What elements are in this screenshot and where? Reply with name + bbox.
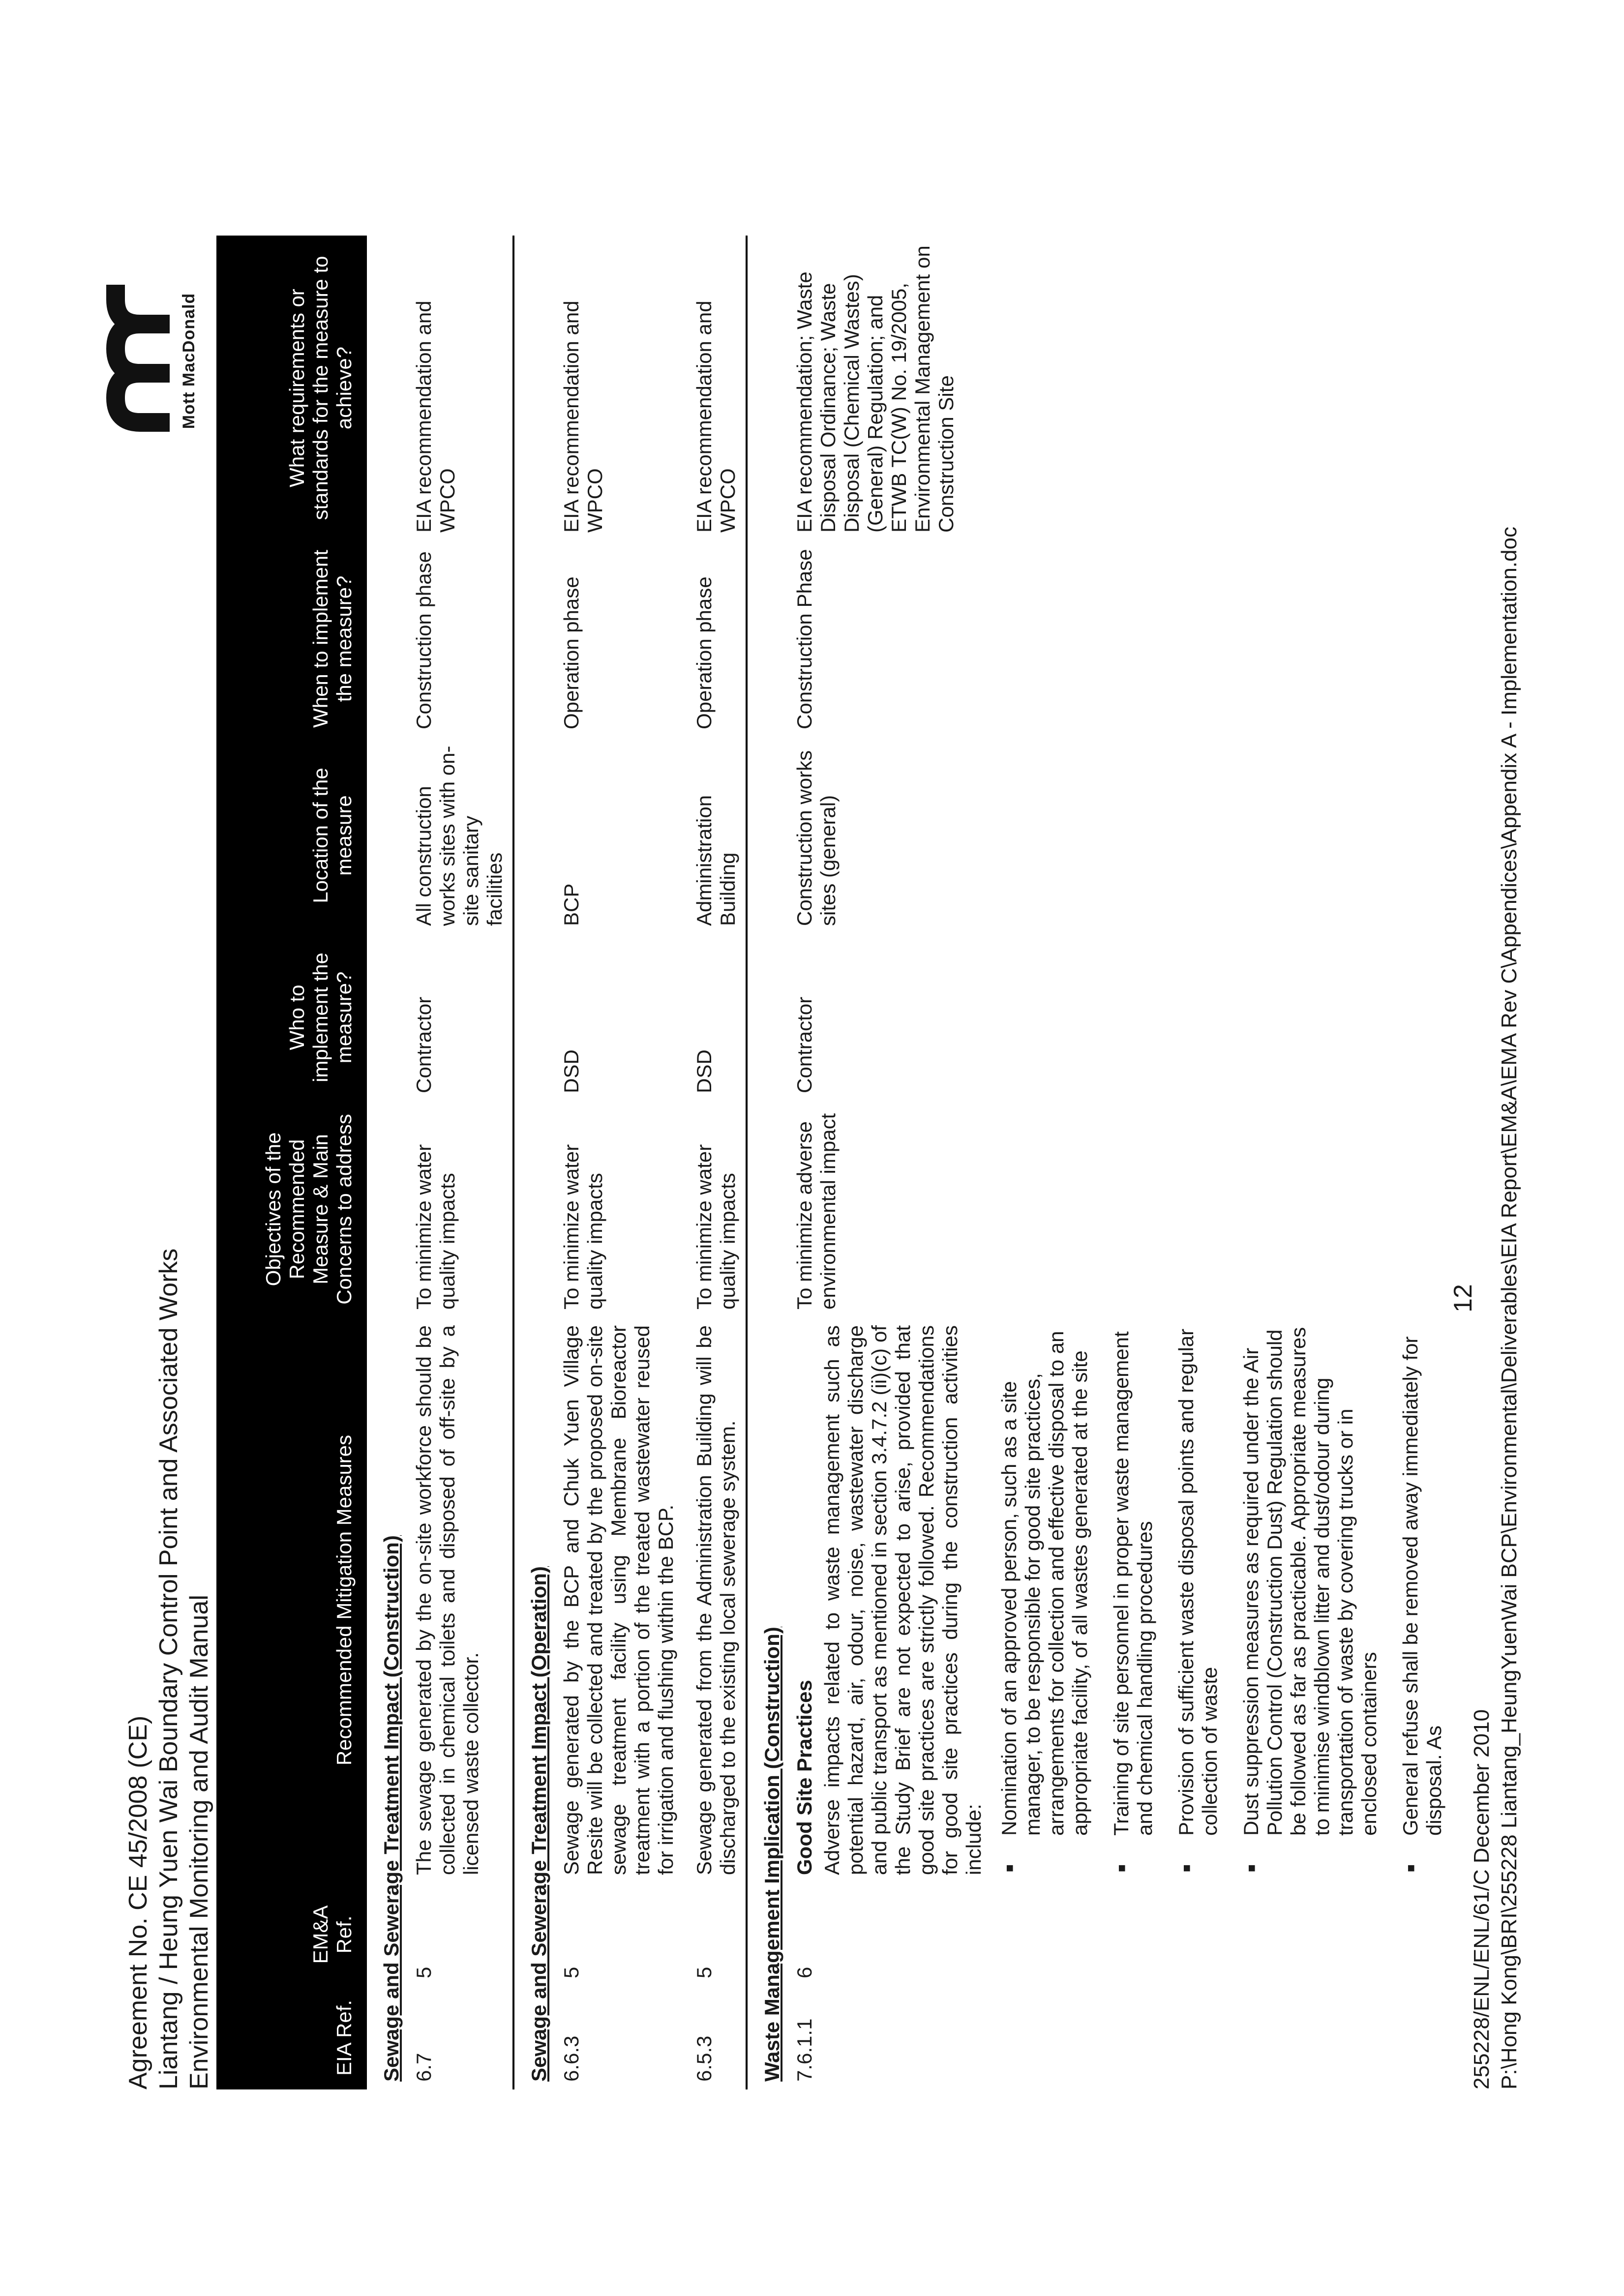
document-footer bbox=[1468, 527, 1523, 2089]
table-header-row bbox=[216, 236, 367, 2089]
document-header bbox=[123, 1249, 214, 2089]
col-mitigation-measures: Recommended Mitigation Measures bbox=[216, 1317, 367, 1883]
measure-cell: Sewage generated by the BCP and Chuk Yuen Village Resite will be collected and treated by the proposed on-site sewage treatment facility using Membrane Bioreactor treatment with a portion of the treated wastewater reused for irrigation and flushing within the BCP. bbox=[560, 1325, 677, 1875]
requirements-cell: EIA recommendation and WPCO bbox=[692, 300, 739, 533]
mott-macdonald-logo-icon bbox=[106, 280, 175, 442]
col-when: When to implement the measure? bbox=[216, 540, 367, 737]
measure-cell: Sewage generated from the Administration Building will be discharged to the existing local sewerage system. bbox=[692, 1325, 739, 1875]
col-objectives: Objectives of the Recommended Measure & Main Concerns to address bbox=[216, 1101, 367, 1317]
when-cell: Construction phase bbox=[412, 551, 435, 729]
list-item: ■ General refuse shall be removed away immediately for disposal. As bbox=[1399, 1325, 1446, 1875]
requirements-cell: EIA recommendation and WPCO bbox=[412, 300, 459, 533]
objective-cell: To minimize water quality impacts bbox=[412, 1144, 459, 1310]
implementation-schedule-table bbox=[216, 236, 1470, 2089]
measure-text: Adverse impacts related to waste management such as potential hazard, air, odour, noise, wastewater discharge and public transport as mentioned in section 3.4.7.2 (ii)(c) of the Study Brief are not expected to arise, provided that good site practices are strictly followed. Recommendations for good site practices during the construction activities include: bbox=[820, 1325, 985, 1875]
document-reference: 255228/ENL/ENL/61/C December 2010 bbox=[1470, 1709, 1494, 2089]
when-cell: Construction Phase bbox=[793, 549, 816, 729]
section-title: Sewage and Sewerage Treatment Impact (Construction) bbox=[380, 1535, 403, 2082]
mott-macdonald-logo bbox=[106, 280, 204, 442]
table-row bbox=[684, 236, 747, 2089]
location-cell: BCP bbox=[560, 883, 583, 926]
who-cell: DSD bbox=[560, 1049, 583, 1093]
section-heading-row bbox=[747, 236, 784, 2089]
ema-ref-cell: 5 bbox=[692, 1967, 716, 1978]
file-path: P:\Hong Kong\BRI\255228 Liantang_HeungYuenWai BCP\Environmental\Deliverables\EIA Report\EM&A\EMA Rev C\Appendices\Appendix A - Implementation.doc bbox=[1497, 527, 1521, 2089]
col-ema-ref: EM&A Ref. bbox=[216, 1883, 367, 1986]
section-heading-row bbox=[513, 236, 551, 2089]
objective-cell: To minimize water quality impacts bbox=[692, 1144, 739, 1310]
col-location: Location of the measure bbox=[216, 737, 367, 934]
location-cell: Administration Building bbox=[692, 795, 739, 926]
eia-ref-cell: 6.5.3 bbox=[692, 2035, 716, 2082]
objective-cell: To minimize adverse environmental impact bbox=[793, 1113, 840, 1310]
objective-cell: To minimize water quality impacts bbox=[560, 1144, 606, 1310]
page-number: 12 bbox=[1449, 1284, 1477, 1312]
list-item: ■ Dust suppression measures as required under the Air Pollution Control (Construction Dust) Regulation should be followed as far as practicable. Appropriate measures to minimise windblown litter and dust/odour during transportation of waste by covering trucks or in enclosed containers bbox=[1239, 1325, 1381, 1875]
table-row bbox=[551, 236, 684, 2089]
project-title: Liantang / Heung Yuen Wai Boundary Control Point and Associated Works bbox=[154, 1248, 183, 2089]
col-who: Who to implement the measure? bbox=[216, 934, 367, 1101]
measure-cell bbox=[784, 1317, 1470, 1883]
table-row bbox=[403, 236, 513, 2089]
location-cell: Construction works sites (general) bbox=[793, 750, 840, 926]
location-cell: All construction works sites with on-site sanitary facilities bbox=[412, 745, 506, 926]
table-row bbox=[784, 236, 1470, 2089]
list-item: ■ Nomination of an approved person, such as a site manager, to be responsible for good site practices, arrangements for collection and effective disposal to an appropriate facility, of all wastes generated at the site bbox=[997, 1325, 1092, 1875]
who-cell: DSD bbox=[692, 1049, 716, 1093]
list-item: ■ Training of site personnel in proper waste management and chemical handling procedures bbox=[1110, 1325, 1157, 1875]
measure-subtitle: Good Site Practices bbox=[793, 1680, 816, 1875]
when-cell: Operation phase bbox=[692, 576, 716, 729]
ema-ref-cell: 6 bbox=[793, 1967, 816, 1978]
col-eia-ref: EIA Ref. bbox=[216, 1986, 367, 2089]
ema-ref-cell: 5 bbox=[560, 1967, 583, 1978]
section-title: Waste Management Implication (Construction) bbox=[747, 236, 784, 2089]
col-requirements: What requirements or standards for the measure to achieve? bbox=[216, 236, 367, 540]
section-title: Sewage and Sewerage Treatment Impact (Operation) bbox=[513, 236, 551, 2089]
eia-ref-cell: 6.7 bbox=[412, 2053, 435, 2082]
eia-ref-cell: 7.6.1.1 bbox=[793, 2018, 816, 2082]
who-cell: Contractor bbox=[793, 996, 816, 1093]
manual-title: Environmental Monitoring and Audit Manual bbox=[185, 1595, 213, 2089]
eia-ref-cell: 6.6.3 bbox=[560, 2035, 583, 2082]
who-cell: Contractor bbox=[412, 996, 435, 1093]
agreement-number: Agreement No. CE 45/2008 (CE) bbox=[124, 1715, 152, 2089]
logo-wordmark: Mott MacDonald bbox=[180, 293, 198, 429]
when-cell: Operation phase bbox=[560, 576, 583, 729]
section-heading-row bbox=[367, 236, 403, 2089]
measure-cell: The sewage generated by the on-site workforce should be collected in chemical toilets and disposed of off-site by a licensed waste collector. bbox=[412, 1325, 482, 1875]
measure-bullet-list bbox=[997, 1325, 1446, 1875]
ema-ref-cell: 5 bbox=[412, 1967, 435, 1978]
requirements-cell: EIA recommendation and WPCO bbox=[560, 300, 606, 533]
requirements-cell: EIA recommendation; Waste Disposal Ordinance; Waste Disposal (Chemical Wastes) (General) Regulation; and ETWB TC(W) No. 19/2005, Environmental Management on Construction Site bbox=[793, 245, 958, 533]
list-item: ■ Provision of sufficient waste disposal points and regular collection of waste bbox=[1174, 1325, 1222, 1875]
